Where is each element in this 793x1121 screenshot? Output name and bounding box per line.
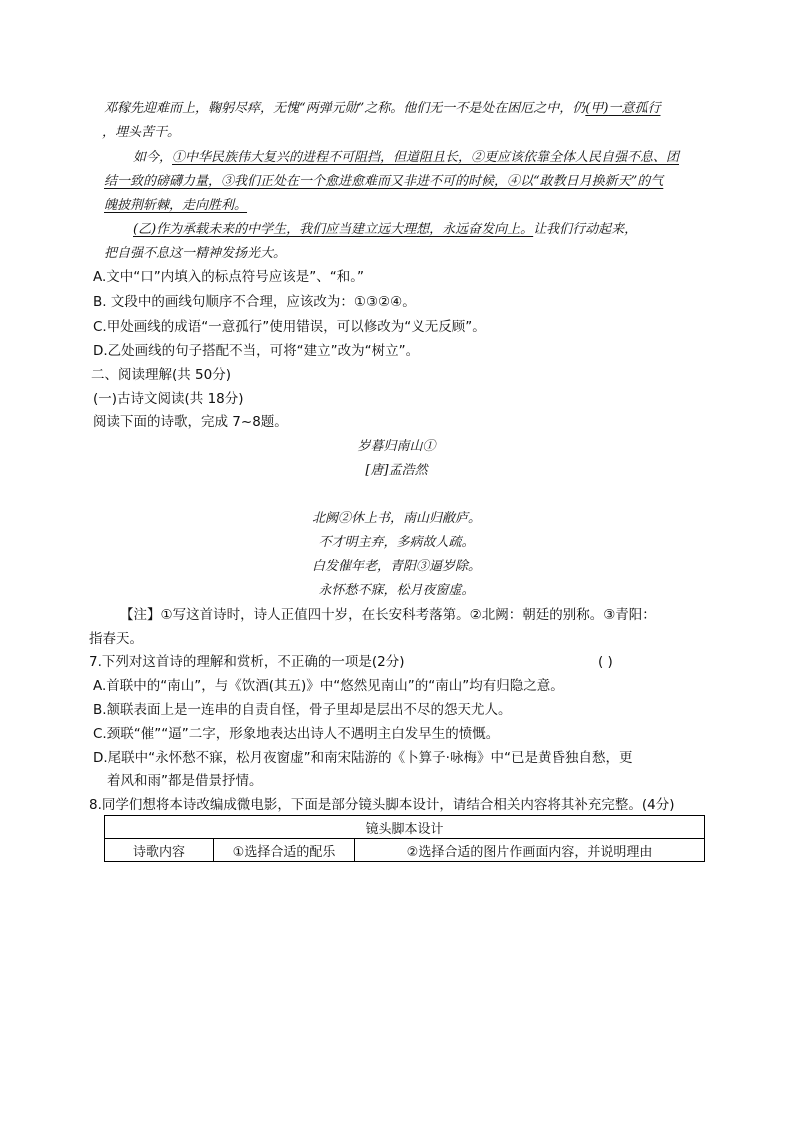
col-poem-content: 诗歌内容 (105, 839, 214, 862)
passage-text: 如今， (133, 150, 173, 165)
underlined-sentence-yi: (乙)作为承载未来的中学生，我们应当建立远大理想，永远奋发向上。 (133, 222, 534, 237)
poem-author: [唐]孟浩然 (365, 463, 428, 478)
option-b: B. 文段中的画线句顺序不合理，应该改为：①③②④。 (93, 294, 416, 310)
q7-stem: 7.下列对这首诗的理解和赏析，不正确的一项是(2分) (89, 654, 405, 670)
answer-blank: ( ) (598, 654, 613, 670)
table-title: 镜头脚本设计 (105, 816, 705, 839)
q7-option-d-line-2: 着风和雨”都是借景抒情。 (107, 773, 263, 789)
table-header-row (105, 839, 705, 862)
passage-text: 邓稼先迎难而上，鞠躬尽瘁，无愧“两弹元勋”之称。他们无一不是处在困厄之中，仍 (104, 101, 586, 116)
passage-line-1 (104, 100, 660, 118)
poem-line-2: 不才明主弃，多病故人疏。 (318, 535, 475, 550)
col-music: ①选择合适的配乐 (214, 839, 355, 862)
passage-line-4: 结一致的磅礴力量，③我们正处在一个愈进愈难而又非进不可的时候，④以“敢教日月换新天”的气 (104, 174, 664, 189)
section-title: 二、阅读理解(共 50分) (91, 367, 232, 383)
poem-title: 岁暮归南山① (357, 439, 436, 454)
option-d: D.乙处画线的句子搭配不当，可将“建立”改为“树立”。 (93, 343, 420, 359)
passage-line-3 (133, 149, 679, 167)
poem-line-1: 北阙②休上书，南山归敝庐。 (311, 511, 481, 526)
note-line-1: 【注】①写这首诗时，诗人正值四十岁，在长安科考落第。②北阙：朝廷的别称。③青阳： (120, 607, 656, 623)
subsection-title: (一)古诗文阅读(共 18分) (93, 391, 244, 407)
col-image: ②选择合适的图片作画面内容，并说明理由 (355, 839, 705, 862)
shot-script-table (104, 815, 705, 862)
table-title-row (105, 816, 705, 839)
option-a: A.文中“口”内填入的标点符号应该是”、“和。” (93, 269, 365, 285)
poem-line-4: 永怀愁不寐，松月夜窗虚。 (318, 583, 475, 598)
instruction: 阅读下面的诗歌，完成 7~8题。 (93, 414, 288, 430)
q7-option-a: A.首联中的“南山”，与《饮酒(其五)》中“悠然见南山”的“南山”均有归隐之意。 (93, 678, 564, 694)
passage-text: 让我们行动起来， (533, 222, 638, 237)
option-c: C.甲处画线的成语“一意孤行”使用错误，可以修改为“义无反顾”。 (93, 319, 486, 335)
poem-line-3: 白发催年老，青阳③逼岁除。 (311, 559, 481, 574)
passage-line-5: 魄披荆斩棘，走向胜利。 (104, 198, 248, 213)
mark-jia: (甲) (585, 101, 609, 116)
underlined-sentence: ①中华民族伟大复兴的进程不可阻挡，但道阻且长，②更应该依靠全体人民自强不息、团 (172, 150, 680, 165)
passage-line-7: 把自强不息这一精神发扬光大。 (104, 246, 287, 261)
q7-option-c: C.颈联“催”“逼”二字，形象地表达出诗人不遇明主白发早生的愤慨。 (93, 726, 500, 742)
note-line-2: 指春天。 (89, 631, 143, 647)
passage-line-2: ，埋头苦干。 (102, 125, 181, 140)
q7-option-b: B.颔联表面上是一连串的自责自怪，骨子里却是层出不尽的怨天尤人。 (93, 702, 512, 718)
idiom-underlined: 一意孤行 (608, 101, 661, 116)
q7-option-d-line-1: D.尾联中“永怀愁不寐，松月夜窗虚”和南宋陆游的《卜算子·咏梅》中“已是黄昏独自愁，更 (93, 750, 633, 766)
passage-line-6 (133, 221, 637, 239)
q8-stem: 8.同学们想将本诗改编成微电影，下面是部分镜头脚本设计，请结合相关内容将其补充完整。(4分) (89, 797, 675, 813)
